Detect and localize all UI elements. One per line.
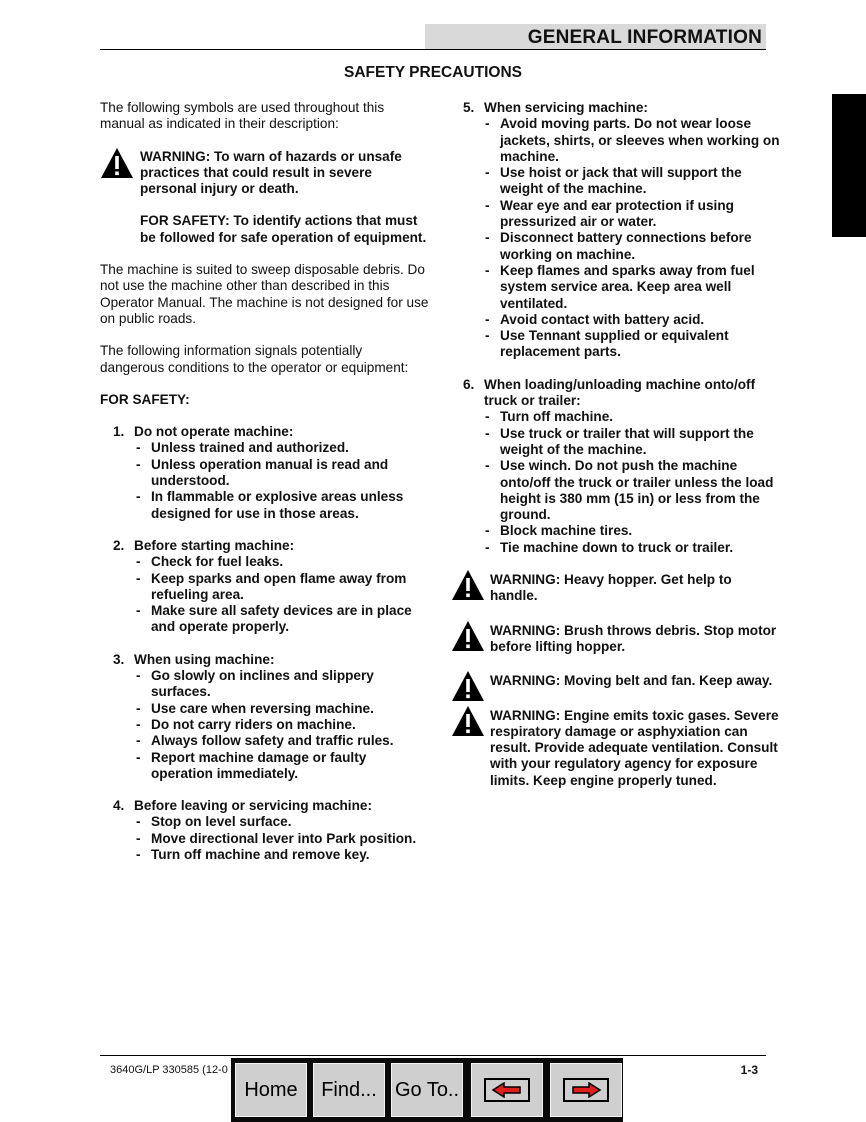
warning-definition-text: WARNING: To warn of hazards or unsafe practices that could result in severe personal injury or death. — [140, 148, 402, 197]
right-arrow-icon — [570, 1082, 602, 1098]
section-number: 6. — [463, 376, 475, 392]
footer-rule — [100, 1055, 766, 1056]
list-item — [463, 312, 783, 328]
left-arrow-icon — [491, 1082, 523, 1098]
next-arrow-frame — [563, 1078, 609, 1102]
warning-triangle-icon — [451, 705, 485, 737]
dash-bullet: - — [136, 603, 141, 619]
dash-bullet: - — [136, 846, 141, 862]
footer-page-number: 1-3 — [740, 1063, 758, 1077]
warning-triangle-icon — [100, 147, 134, 179]
dash-bullet: - — [485, 523, 490, 539]
previous-page-button[interactable] — [471, 1063, 543, 1117]
dash-bullet: - — [136, 814, 141, 830]
find-button[interactable]: Find... — [313, 1063, 385, 1117]
dash-bullet: - — [485, 311, 490, 327]
list-item-text: Keep flames and sparks away from fuel system service area. Keep area well ventilated. — [500, 262, 755, 311]
dash-bullet: - — [485, 409, 490, 425]
warning-definition — [100, 149, 430, 198]
section-heading — [100, 538, 430, 554]
list-item-text: Turn off machine. — [500, 409, 614, 425]
list-item-text: Check for fuel leaks. — [151, 554, 284, 570]
list-item — [463, 540, 783, 556]
header-rule — [100, 49, 766, 50]
intro-paragraph: The following symbols are used throughout this manual as indicated in their description: — [100, 100, 385, 132]
section-number: 3. — [113, 651, 125, 667]
symbol-definitions — [100, 149, 430, 246]
list-item — [463, 230, 783, 263]
section-items — [100, 668, 430, 782]
right-section-6 — [463, 377, 783, 556]
list-item — [100, 847, 430, 863]
section-number: 1. — [113, 424, 125, 440]
list-item-text: Disconnect battery connections before working on machine. — [500, 230, 752, 262]
dash-bullet: - — [136, 440, 141, 456]
list-item-text: Tie machine down to truck or trailer. — [500, 539, 734, 555]
dash-bullet: - — [136, 489, 141, 505]
warning-text: WARNING: Brush throws debris. Stop motor before lifting hopper. — [490, 622, 777, 654]
dash-bullet: - — [136, 570, 141, 586]
list-item — [100, 831, 430, 847]
next-page-button[interactable] — [550, 1063, 622, 1117]
list-item-text: Move directional lever into Park position. — [151, 830, 417, 846]
list-item-text: Use Tennant supplied or equivalent replacement parts. — [500, 328, 729, 360]
list-item — [100, 814, 430, 830]
section-title: When loading/unloading machine onto/off truck or trailer: — [484, 376, 756, 409]
list-item — [463, 409, 783, 425]
forsafety-definition: FOR SAFETY: To identify actions that must be followed for safe operation of equipment. — [140, 213, 427, 245]
list-item — [100, 750, 430, 783]
list-item-text: Use care when reversing machine. — [151, 700, 374, 716]
section-header-title: GENERAL INFORMATION — [527, 27, 762, 48]
section-title: When servicing machine: — [484, 100, 648, 115]
warning-text: WARNING: Heavy hopper. Get help to handle. — [490, 572, 732, 604]
dash-bullet: - — [136, 749, 141, 765]
dash-bullet: - — [485, 425, 490, 441]
list-item — [100, 603, 430, 636]
list-item — [463, 198, 783, 231]
section-heading — [100, 424, 430, 440]
list-item-text: Unless trained and authorized. — [151, 440, 349, 456]
warning-text: WARNING: Moving belt and fan. Keep away. — [490, 673, 773, 689]
list-item — [463, 523, 783, 539]
list-item-text: Do not carry riders on machine. — [151, 716, 356, 732]
list-item-text: Go slowly on inclines and slippery surfaces. — [151, 668, 374, 700]
dash-bullet: - — [136, 456, 141, 472]
list-item — [463, 426, 783, 459]
chapter-tab — [832, 94, 866, 237]
right-sections — [463, 100, 783, 556]
section-number: 2. — [113, 537, 125, 553]
suited-paragraph: The machine is suited to sweep disposable debris. Do not use the machine other than described in this Operator Manual. The machine is not designed for use on public roads. — [100, 262, 429, 326]
list-item — [100, 717, 430, 733]
dash-bullet: - — [485, 230, 490, 246]
list-item-text: Use hoist or jack that will support the weight of the machine. — [500, 165, 742, 197]
dash-bullet: - — [136, 716, 141, 732]
section-title: Before starting machine: — [134, 537, 295, 553]
section-items — [100, 440, 430, 521]
section-title: When using machine: — [134, 651, 275, 667]
list-item-text: Wear eye and ear protection if using pressurized air or water. — [500, 197, 734, 230]
left-column — [100, 100, 430, 879]
section-items — [463, 116, 783, 360]
warning-block — [463, 708, 783, 789]
section-heading — [463, 100, 783, 116]
left-section-3 — [100, 652, 430, 782]
list-item — [463, 116, 783, 165]
dash-bullet: - — [136, 733, 141, 749]
warning-block — [463, 673, 783, 689]
list-item — [463, 328, 783, 361]
list-item-text: In flammable or explosive areas unless designed for use in those areas. — [151, 489, 404, 521]
list-item — [463, 165, 783, 198]
list-item-text: Avoid contact with battery acid. — [500, 311, 705, 327]
section-heading — [463, 377, 783, 410]
section-title: Do not operate machine: — [134, 424, 294, 440]
list-item-text: Turn off machine and remove key. — [151, 846, 370, 862]
right-section-5 — [463, 100, 783, 361]
section-number: 4. — [113, 798, 125, 814]
dash-bullet: - — [136, 830, 141, 846]
dash-bullet: - — [485, 262, 490, 278]
dash-bullet: - — [485, 116, 490, 132]
left-section-2 — [100, 538, 430, 636]
warning-triangle-icon — [451, 569, 485, 601]
section-number: 5. — [463, 100, 475, 115]
list-item-text: Make sure all safety devices are in place and operate properly. — [151, 603, 412, 635]
list-item-text: Stop on level surface. — [151, 814, 292, 830]
footer-doc-number: 3640G/LP 330585 (12-0 — [110, 1064, 228, 1076]
section-heading — [100, 798, 430, 814]
warning-block — [463, 572, 783, 605]
left-sections — [100, 424, 430, 863]
left-section-4 — [100, 798, 430, 863]
list-item — [100, 701, 430, 717]
section-heading — [100, 652, 430, 668]
list-item-text: Report machine damage or faulty operation immediately. — [151, 749, 367, 781]
list-item — [100, 668, 430, 701]
list-item-text: Always follow safety and traffic rules. — [151, 733, 394, 749]
list-item-text: Use winch. Do not push the machine onto/off the truck or trailer unless the load height is 380 mm (15 in) or less from the ground. — [500, 458, 774, 523]
warning-triangle-icon — [451, 670, 485, 702]
dash-bullet: - — [136, 668, 141, 684]
dash-bullet: - — [485, 539, 490, 555]
list-item-text: Unless operation manual is read and understood. — [151, 456, 389, 489]
list-item-text: Keep sparks and open flame away from refueling area. — [151, 570, 407, 602]
dash-bullet: - — [485, 197, 490, 213]
list-item — [100, 457, 430, 490]
section-items — [100, 814, 430, 863]
section-title: Before leaving or servicing machine: — [134, 798, 372, 814]
list-item-text: Avoid moving parts. Do not wear loose jackets, shirts, or sleeves when working on machine. — [500, 116, 780, 164]
list-item — [100, 489, 430, 522]
dash-bullet: - — [485, 165, 490, 181]
list-item-text: Block machine tires. — [500, 523, 633, 539]
previous-arrow-frame — [484, 1078, 530, 1102]
right-column — [463, 100, 783, 807]
left-section-1 — [100, 424, 430, 522]
dash-bullet: - — [485, 328, 490, 344]
warning-triangle-icon — [451, 620, 485, 652]
for-safety-heading: FOR SAFETY: — [100, 391, 190, 407]
list-item — [100, 554, 430, 570]
section-items — [463, 409, 783, 556]
list-item — [100, 571, 430, 604]
warning-block — [463, 623, 783, 656]
list-item — [100, 733, 430, 749]
dash-bullet: - — [136, 700, 141, 716]
warning-text: WARNING: Engine emits toxic gases. Severe respiratory damage or asphyxiation can result. Provide adequate ventilation. Consult with your regulatory agency for exposure limits. Keep engine properly tuned. — [490, 707, 779, 788]
list-item — [463, 263, 783, 312]
right-warnings — [463, 572, 783, 789]
list-item — [463, 458, 783, 523]
page-title: SAFETY PRECAUTIONS — [344, 64, 522, 81]
home-button[interactable]: Home — [235, 1063, 307, 1117]
dash-bullet: - — [136, 554, 141, 570]
list-item-text: Use truck or trailer that will support the weight of the machine. — [500, 425, 754, 457]
dash-bullet: - — [485, 458, 490, 474]
section-items — [100, 554, 430, 635]
list-item — [100, 440, 430, 456]
signals-paragraph: The following information signals potentially dangerous conditions to the operator or equipment: — [100, 343, 409, 375]
pdf-navigation-bar — [231, 1058, 623, 1122]
goto-button[interactable]: Go To.. — [391, 1063, 463, 1117]
